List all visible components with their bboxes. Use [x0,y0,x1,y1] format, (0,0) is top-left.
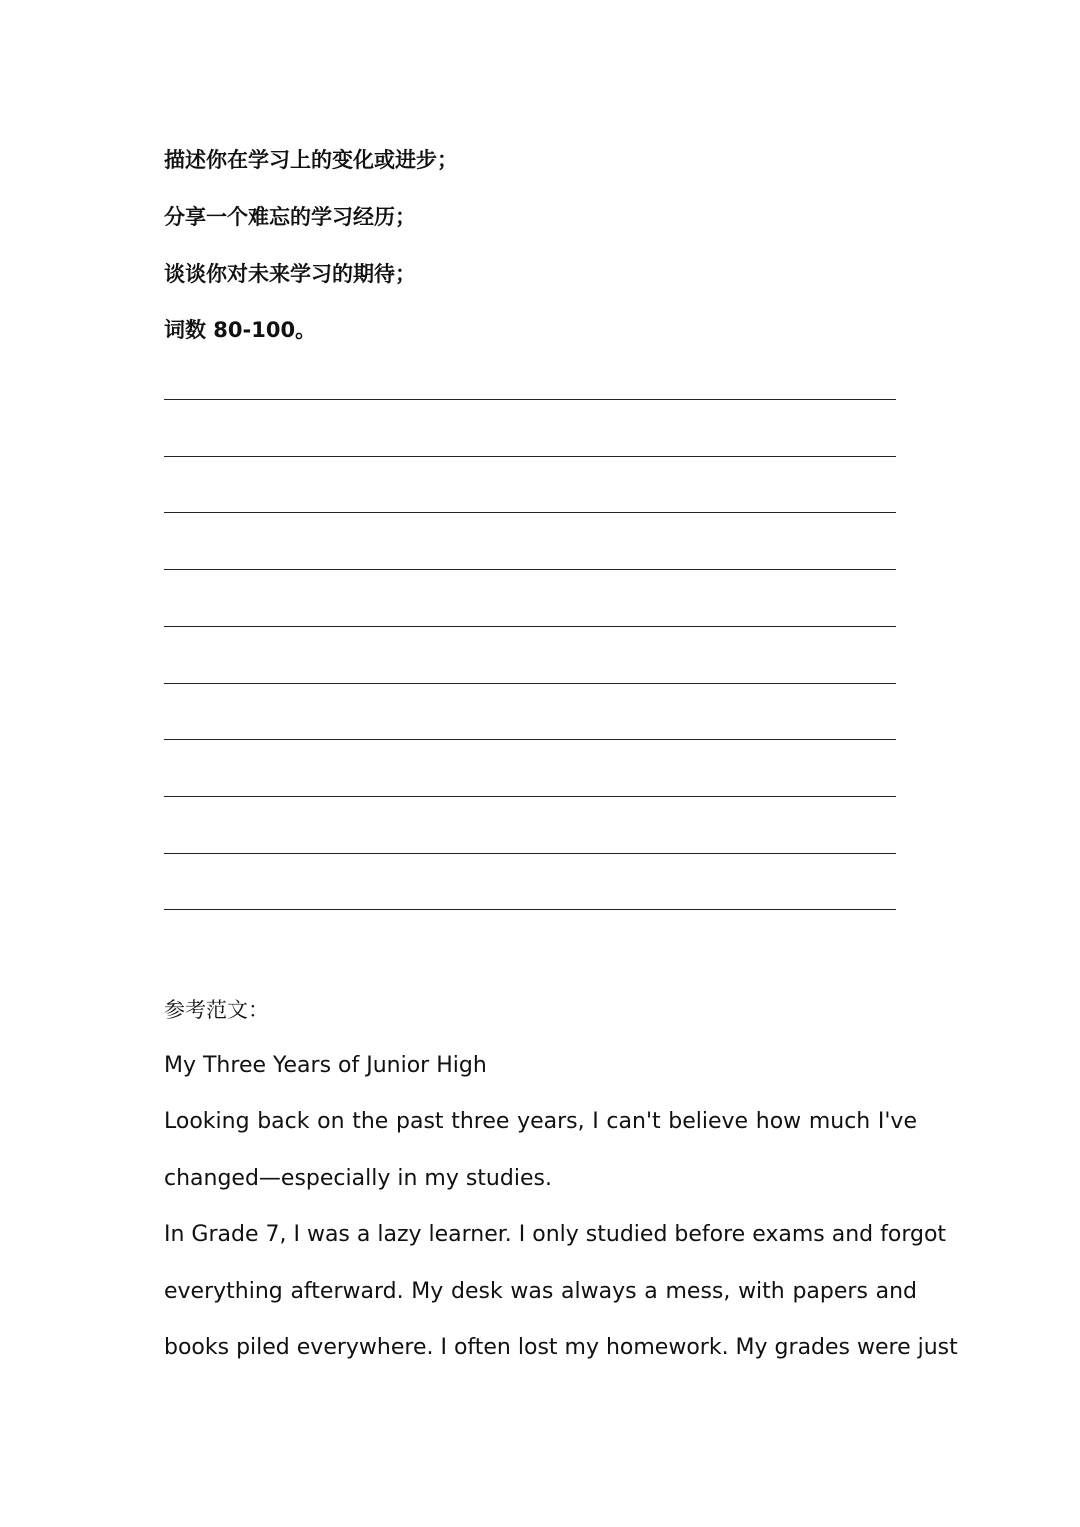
essay-line-4: everything afterward. My desk was always a mess, with papers and [164,1279,917,1304]
answer-line [164,909,896,910]
answer-line [164,853,896,854]
sample-essay-label: 参考范文： [164,998,269,1022]
essay-line-1: Looking back on the past three years, I can't believe how much I've [164,1109,917,1134]
answer-line [164,512,896,513]
answer-line [164,569,896,570]
requirement-2: 分享一个难忘的学习经历； [164,205,416,229]
answer-line [164,683,896,684]
answer-line [164,626,896,627]
requirement-3: 谈谈你对未来学习的期待； [164,262,416,286]
requirement-4: 词数 80-100。 [164,318,317,342]
answer-line [164,399,896,400]
essay-line-2: changed—especially in my studies. [164,1166,552,1191]
answer-line [164,456,896,457]
answer-line [164,739,896,740]
essay-line-3: In Grade 7, I was a lazy learner. I only studied before exams and forgot [164,1222,947,1247]
sample-essay-title: My Three Years of Junior High [164,1053,487,1078]
essay-line-5: books piled everywhere. I often lost my homework. My grades were just [164,1335,958,1360]
answer-line [164,796,896,797]
requirement-1: 描述你在学习上的变化或进步； [164,148,458,172]
